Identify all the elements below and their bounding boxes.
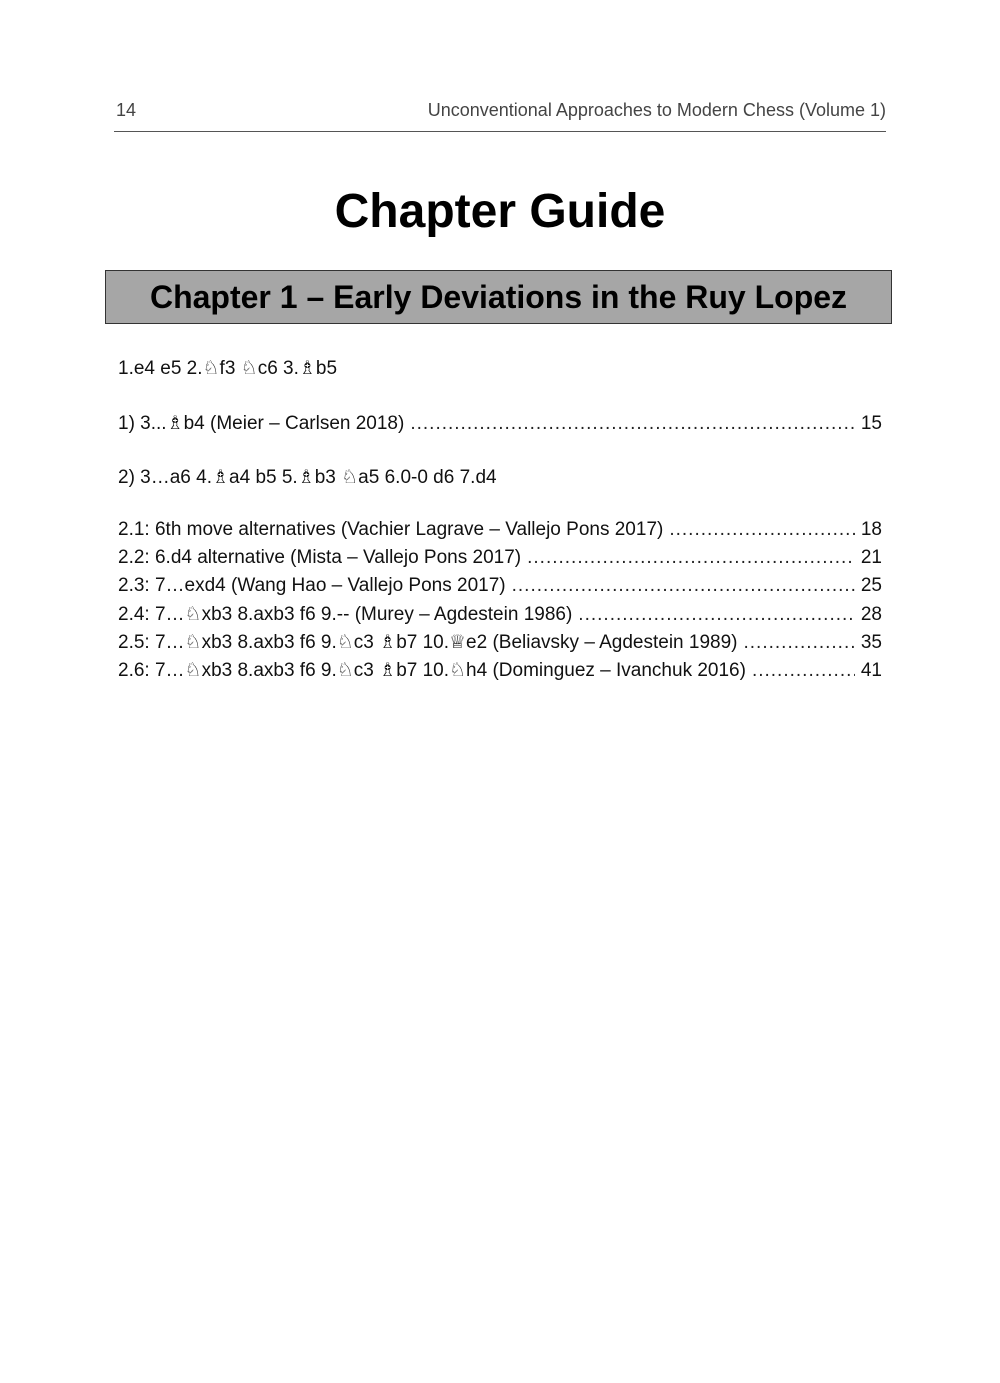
- toc-entry-label: 2.3: 7…exd4 (Wang Hao – Vallejo Pons 2017): [118, 575, 506, 596]
- chapter-heading: Chapter 1 – Early Deviations in the Ruy Lopez: [149, 278, 848, 315]
- header-rule: [114, 131, 886, 132]
- toc-entry-2-5[interactable]: [118, 631, 882, 654]
- book-title: Unconventional Approaches to Modern Chess (Volume 1): [427, 100, 886, 120]
- toc-entry-label: 1) 3...♗b4 (Meier – Carlsen 2018): [118, 413, 405, 434]
- main-line: [118, 357, 882, 380]
- toc-entry-label: 2.5: 7…♘xb3 8.axb3 f6 9.♘c3 ♗b7 10.♕e2 (Beliavsky – Agdestein 1989): [118, 632, 738, 653]
- toc-entry-page: 21: [860, 547, 882, 568]
- leader-dots: [527, 547, 855, 569]
- leader-dots: [669, 519, 855, 541]
- leader-dots: [512, 575, 855, 597]
- toc-entry-page: 18: [860, 519, 882, 540]
- page-title: Chapter Guide: [334, 185, 666, 238]
- toc-entry-2-3[interactable]: [118, 575, 882, 597]
- chapter-banner: [105, 270, 892, 324]
- leader-dots: [578, 604, 855, 626]
- page-number: 14: [116, 100, 137, 120]
- toc-entry-2-2[interactable]: [118, 547, 882, 569]
- running-header: [116, 100, 886, 121]
- toc-entry-label: 2.4: 7…♘xb3 8.axb3 f6 9.-- (Murey – Agdestein 1986): [118, 604, 573, 625]
- main-line-text: 1.e4 e5 2.♘f3 ♘c6 3.♗b5: [118, 358, 338, 379]
- toc-entry-label: 2.2: 6.d4 alternative (Mista – Vallejo Pons 2017): [118, 547, 522, 568]
- toc-entry-2-1[interactable]: [118, 519, 882, 541]
- line-2: [118, 466, 882, 489]
- toc-entry-page: 28: [860, 604, 882, 625]
- line-2-text: 2) 3…a6 4.♗a4 b5 5.♗b3 ♘a5 6.0-0 d6 7.d4: [118, 467, 497, 488]
- toc-entry-label: 2.1: 6th move alternatives (Vachier Lagrave – Vallejo Pons 2017): [118, 519, 664, 540]
- toc-entry-1[interactable]: [118, 412, 882, 435]
- toc-entry-2-6[interactable]: [118, 659, 882, 682]
- toc-entry-page: 15: [860, 413, 882, 434]
- toc-entry-page: 25: [860, 575, 882, 596]
- toc-entry-page: 35: [860, 632, 882, 653]
- toc-entry-label: 2.6: 7…♘xb3 8.axb3 f6 9.♘c3 ♗b7 10.♘h4 (Dominguez – Ivanchuk 2016): [118, 660, 746, 681]
- toc-entry-2-4[interactable]: [118, 603, 882, 626]
- toc-entry-page: 41: [860, 660, 882, 681]
- leader-dots: [744, 632, 855, 654]
- leader-dots: [752, 660, 855, 682]
- leader-dots: [410, 413, 855, 435]
